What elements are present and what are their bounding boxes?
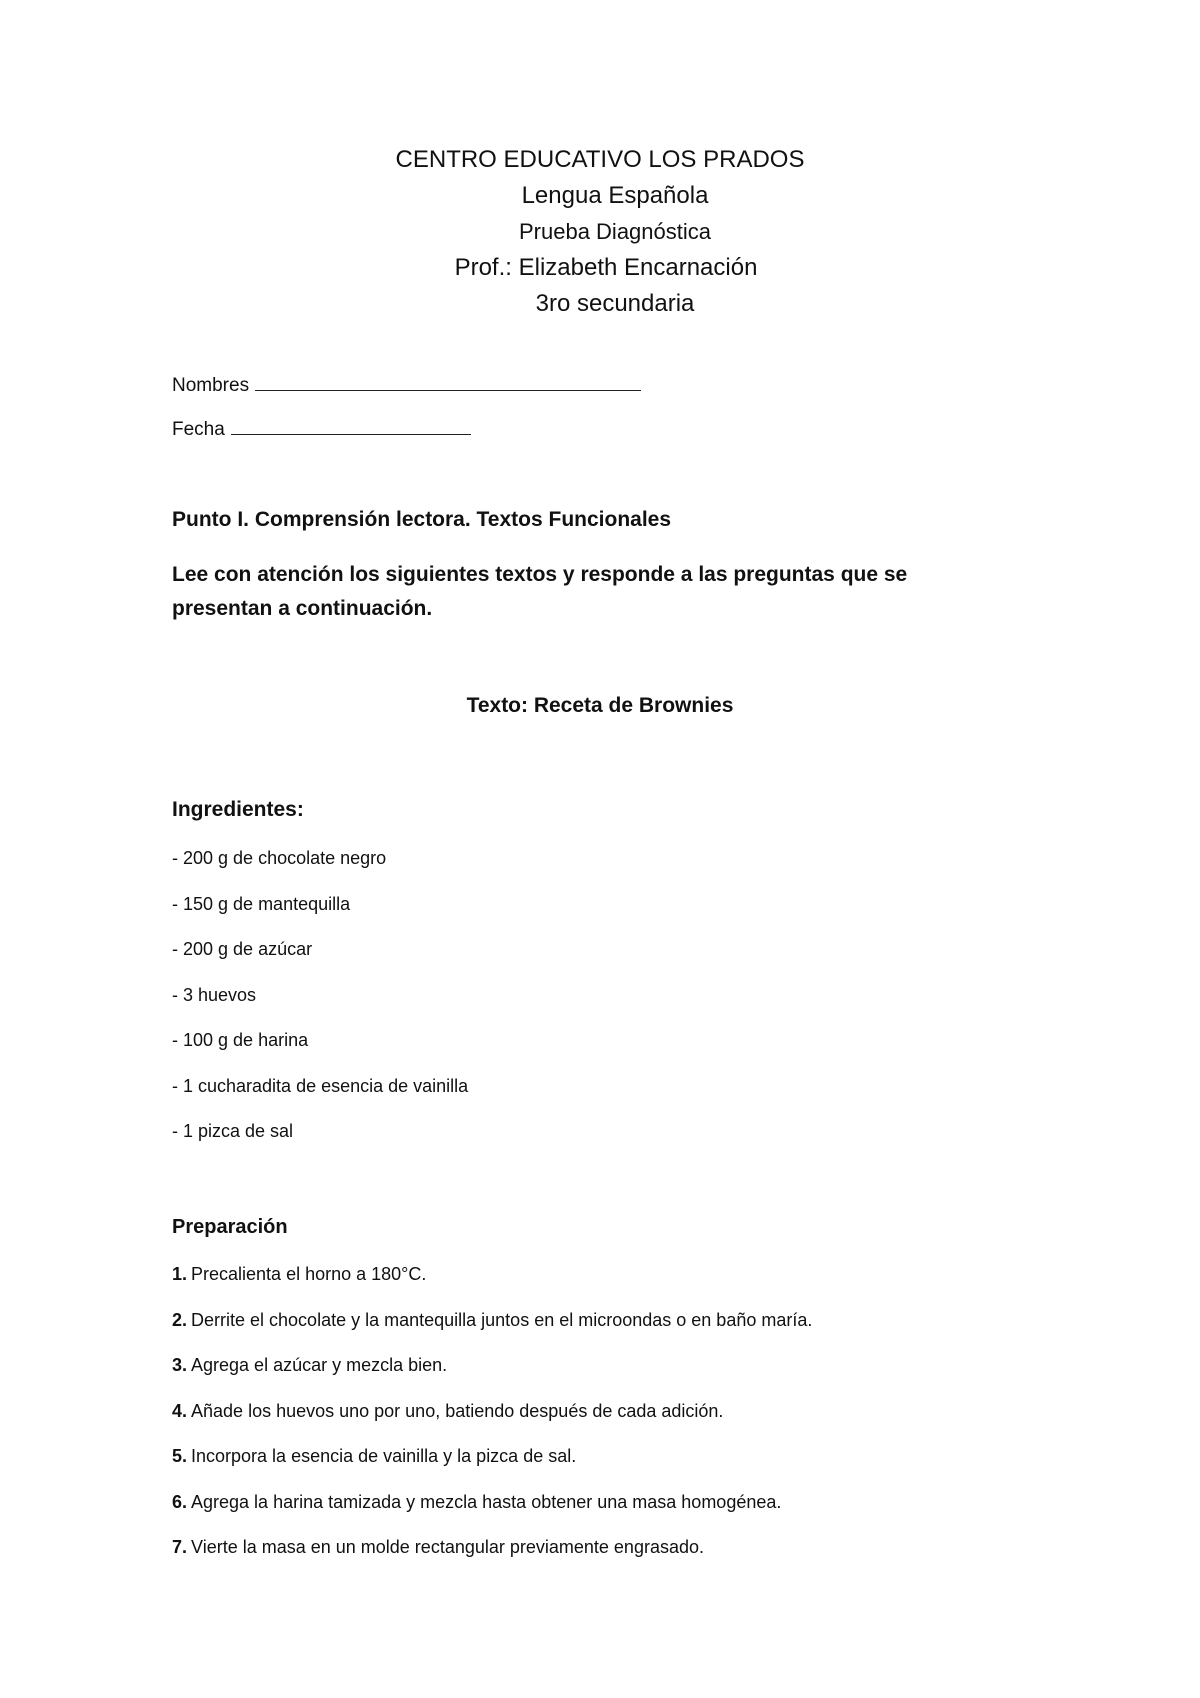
list-item: - 150 g de mantequilla [172, 893, 351, 914]
school-name: CENTRO EDUCATIVO LOS PRADOS [395, 146, 805, 173]
step-number: 1. [172, 1264, 188, 1284]
date-field [172, 416, 471, 441]
step-text: Precalienta el horno a 180°C. [191, 1264, 427, 1284]
list-item: - 3 huevos [172, 984, 257, 1005]
step-number: 3. [172, 1355, 188, 1375]
step-text: Derrite el chocolate y la mantequilla juntos en el microondas o en baño maría. [191, 1309, 813, 1330]
list-item [172, 1308, 812, 1354]
list-item [172, 1490, 812, 1536]
list-item [172, 1353, 812, 1399]
date-label: Fecha [172, 419, 225, 440]
step-text: Agrega la harina tamizada y mezcla hasta obtener una masa homogénea. [191, 1491, 782, 1512]
preparation-steps [172, 1262, 812, 1581]
ingredients-list [172, 846, 468, 1165]
step-text: Incorpora la esencia de vainilla y la pizca de sal. [191, 1446, 577, 1466]
document-header [0, 142, 1200, 322]
step-number: 7. [172, 1537, 188, 1557]
name-label: Nombres [172, 375, 250, 396]
list-item [172, 1535, 812, 1581]
section-title: Punto I. Comprensión lectora. Textos Funcionales [172, 508, 672, 531]
step-number: 4. [172, 1400, 188, 1421]
list-item [172, 1262, 812, 1308]
name-blank-line[interactable] [255, 372, 641, 391]
preparation-title: Preparación [172, 1216, 288, 1238]
list-item: - 1 pizca de sal [172, 1121, 294, 1141]
name-field [172, 372, 641, 397]
list-item [172, 1444, 812, 1490]
teacher-name: Prof.: Elizabeth Encarnación [454, 254, 758, 281]
step-text: Vierte la masa en un molde rectangular previamente engrasado. [191, 1537, 704, 1557]
step-text: Agrega el azúcar y mezcla bien. [191, 1355, 448, 1375]
test-name: Prueba Diagnóstica [518, 219, 711, 244]
list-item: - 100 g de harina [172, 1030, 309, 1050]
list-item: - 200 g de chocolate negro [172, 848, 387, 868]
list-item [172, 1399, 812, 1445]
date-blank-line[interactable] [231, 416, 471, 435]
step-number: 6. [172, 1491, 188, 1512]
ingredients-title: Ingredientes: [172, 798, 304, 821]
recipe-title: Texto: Receta de Brownies [466, 694, 734, 717]
step-text: Añade los huevos uno por uno, batiendo después de cada adición. [191, 1400, 724, 1421]
grade-level: 3ro secundaria [535, 290, 695, 317]
step-number: 2. [172, 1309, 188, 1330]
instructions-text: Lee con atención los siguientes textos y responde a las preguntas que se presentan a continuación. [172, 563, 908, 620]
list-item: - 1 cucharadita de esencia de vainilla [172, 1075, 469, 1096]
list-item: - 200 g de azúcar [172, 939, 313, 959]
step-number: 5. [172, 1446, 188, 1466]
subject-name: Lengua Española [521, 182, 709, 209]
